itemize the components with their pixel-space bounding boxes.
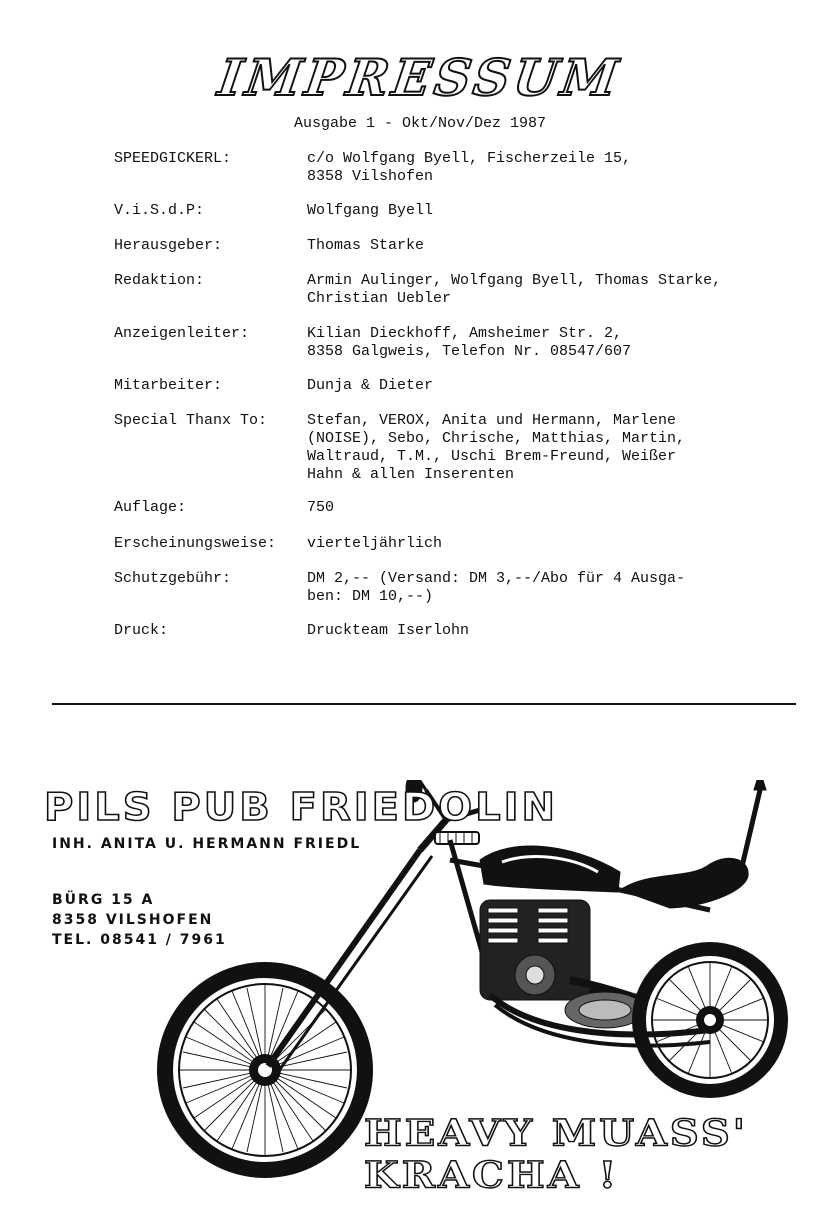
- row-label: Herausgeber:: [114, 237, 223, 254]
- row-value: [307, 202, 737, 220]
- value-line: Hahn & allen Inserenten: [307, 466, 515, 483]
- value-line: Wolfgang Byell: [307, 202, 434, 219]
- row-label: V.i.S.d.P:: [114, 202, 205, 219]
- row-value: [307, 570, 737, 606]
- row-label: Mitarbeiter:: [114, 377, 223, 394]
- row-label: Anzeigenleiter:: [114, 325, 250, 342]
- advertisement: [0, 760, 840, 1200]
- value-line: vierteljährlich: [307, 535, 443, 552]
- seat: [620, 780, 766, 908]
- value-line: Armin Aulinger, Wolfgang Byell, Thomas Starke,: [307, 272, 722, 289]
- value-line: Waltraud, T.M., Uschi Brem-Freund, Weißer: [307, 448, 677, 465]
- row-label: Special Thanx To:: [114, 412, 268, 429]
- address-phone: TEL. 08541 / 7961: [52, 932, 227, 948]
- value-line: ben: DM 10,--): [307, 588, 434, 605]
- row-value: [307, 237, 737, 255]
- value-line: DM 2,-- (Versand: DM 3,--/Abo für 4 Ausga-: [307, 570, 686, 587]
- value-line: c/o Wolfgang Byell, Fischerzeile 15,: [307, 150, 632, 167]
- row-value: [307, 377, 737, 395]
- row-value: [307, 535, 737, 553]
- value-line: 750: [307, 499, 335, 516]
- row-label: Erscheinungsweise:: [114, 535, 277, 552]
- issue-line: Ausgabe 1 - Okt/Nov/Dez 1987: [293, 115, 547, 132]
- value-line: Druckteam Iserlohn: [307, 622, 470, 639]
- value-line: (NOISE), Sebo, Chrische, Matthias, Martin,: [307, 430, 686, 447]
- value-line: Stefan, VEROX, Anita und Hermann, Marlene: [307, 412, 677, 429]
- value-line: Christian Uebler: [307, 290, 452, 307]
- pub-name: PILS PUB FRIEDOLIN: [44, 786, 559, 830]
- value-line: Kilian Dieckhoff, Amsheimer Str. 2,: [307, 325, 623, 342]
- fuel-tank: [480, 846, 620, 892]
- page-title: IMPRESSUM: [214, 48, 626, 107]
- row-value: [307, 622, 737, 640]
- slogan: HEAVY MUASS' KRACHA !: [364, 1112, 749, 1197]
- row-label: Schutzgebühr:: [114, 570, 232, 587]
- divider: [52, 703, 796, 705]
- row-label: Redaktion:: [114, 272, 205, 289]
- value-line: Thomas Starke: [307, 237, 425, 254]
- row-label: Druck:: [114, 622, 169, 639]
- address-street: BÜRG 15 A: [52, 892, 155, 908]
- value-line: 8358 Galgweis, Telefon Nr. 08547/607: [307, 343, 632, 360]
- row-value: [307, 499, 737, 517]
- value-line: 8358 Vilshofen: [307, 168, 434, 185]
- row-label: Auflage:: [114, 499, 187, 516]
- row-value: [307, 272, 737, 308]
- row-label: SPEEDGICKERL:: [114, 150, 232, 167]
- rear-wheel: [632, 942, 788, 1098]
- address-city: 8358 VILSHOFEN: [52, 912, 214, 928]
- front-wheel: [157, 962, 373, 1178]
- row-value: [307, 150, 737, 186]
- pub-owner: INH. ANITA U. HERMANN FRIEDL: [52, 836, 362, 852]
- value-line: Dunja & Dieter: [307, 377, 434, 394]
- row-value: [307, 412, 737, 484]
- row-value: [307, 325, 737, 361]
